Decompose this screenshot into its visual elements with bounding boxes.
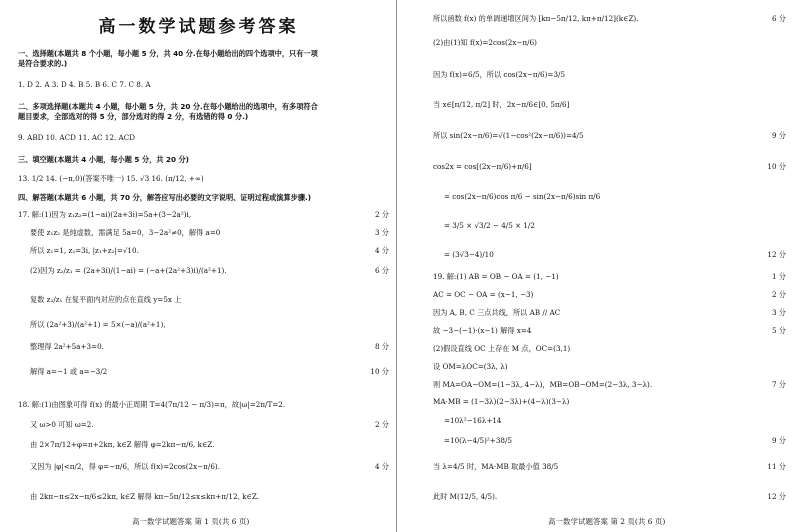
right-score-mark: 12 分 xyxy=(767,492,786,501)
right-answer-line: =10λ²−16λ+14 xyxy=(444,416,502,425)
left-answer-line: 三、填空题(本题共 4 小题，每小题 5 分，共 20 分) xyxy=(18,155,189,164)
right-answer-line: 19. 解:(1) AB = OB − OA = (1, −1) xyxy=(433,272,559,281)
left-score-mark: 10 分 xyxy=(370,367,389,376)
right-score-mark: 7 分 xyxy=(771,380,786,389)
right-answer-line: MA·MB = (1−3λ)(2−3λ)+(4−λ)(3−λ) xyxy=(433,397,570,406)
right-answer-line: 则 MA=OA−OM=(1−3λ, 4−λ)，MB=OB−OM=(2−3λ, 3−λ). xyxy=(433,380,653,389)
left-answer-line: 所以 (2a²+3)/(a²+1) = 5×(−a)/(a²+1), xyxy=(30,320,166,329)
page-1-footer: 高一数学试题答案 第 1 页(共 6 页) xyxy=(132,517,250,526)
right-score-mark: 9 分 xyxy=(771,436,786,445)
right-answer-line: cos2x = cos[(2x−π/6)+π/6] xyxy=(433,162,532,171)
left-answer-line: (2)因为 z₂/z₁ = (2a+3i)/(1−ai) = (−a+(2a²+3)i)/(a²+1). xyxy=(30,266,227,275)
left-score-mark: 8 分 xyxy=(374,342,389,351)
left-answer-line: 一、选择题(本题共 8 个小题，每小题 5 分，共 40 分.在每小题给出的四个选项中，只有一项 xyxy=(18,49,318,58)
right-score-mark: 2 分 xyxy=(771,290,786,299)
left-answer-line: 又因为 |φ|<π/2，得 φ=−π/6，所以 f(x)=2cos(2x−π/6). xyxy=(30,462,220,471)
right-answer-line: 当 x∈[π/12, π/2] 时，2x−π/6∈[0, 5π/6] xyxy=(433,100,570,109)
right-score-mark: 9 分 xyxy=(771,131,786,140)
right-score-mark: 10 分 xyxy=(767,162,786,171)
page-2-footer: 高一数学试题答案 第 2 页(共 6 页) xyxy=(548,517,666,526)
left-answer-line: 二、多项选择题(本题共 4 小题，每小题 5 分，共 20 分.在每小题给出的选项中，有多项符合 xyxy=(18,102,318,111)
left-answer-line: 是符合要求的.) xyxy=(18,59,68,68)
left-answer-line: 17. 解:(1)因为 z₁z₂=(1−ai)(2a+3i)=5a+(3−2a²)i, xyxy=(18,210,192,219)
right-score-mark: 11 分 xyxy=(767,462,786,471)
left-answer-line: 由 2×7π/12+φ=π+2kπ, k∈Z 解得 φ=2kπ−π/6, k∈Z. xyxy=(30,440,215,449)
left-score-mark: 4 分 xyxy=(374,246,389,255)
right-answer-line: 当 λ=4/5 时，MA·MB 取最小值 38/5 xyxy=(433,462,559,471)
right-answer-line: = (3√3−4)/10 xyxy=(444,250,494,259)
right-answer-line: = 3/5 × √3/2 − 4/5 × 1/2 xyxy=(444,221,535,230)
right-answer-line: 设 OM=λOC=(3λ, λ) xyxy=(433,362,508,371)
left-answer-line: 9. ABD 10. ACD 11. AC 12. ACD xyxy=(18,133,135,142)
left-answer-line: 整理得 2a²+5a+3=0. xyxy=(30,342,104,351)
left-score-mark: 6 分 xyxy=(374,266,389,275)
left-answer-line: 四、解答题(本题共 6 小题，共 70 分，解答应写出必要的文字说明、证明过程或演算步骤.) xyxy=(18,193,312,202)
page-title: 高一数学试题参考答案 xyxy=(98,17,299,37)
answer-page-2 xyxy=(398,0,794,532)
left-score-mark: 4 分 xyxy=(374,462,389,471)
right-answer-line: 故 −3−(−1)·(x−1) 解得 x=4 xyxy=(433,326,532,335)
left-answer-line: 复数 z₂/z₁ 在复平面内对应的点在直线 y=5x 上 xyxy=(30,295,182,304)
right-score-mark: 12 分 xyxy=(767,250,786,259)
left-score-mark: 2 分 xyxy=(374,420,389,429)
right-answer-line: (2)由(1)知 f(x)=2cos(2x−π/6) xyxy=(433,38,537,47)
left-answer-line: 由 2kπ−π≤2x−π/6≤2kπ, k∈Z 解得 kπ−5π/12≤x≤kπ+π/12, k∈Z. xyxy=(30,492,259,501)
left-answer-line: 题目要求，全部选对的得 5 分，部分选对的得 2 分，有选错的得 0 分.) xyxy=(18,112,249,121)
left-score-mark: 2 分 xyxy=(374,210,389,219)
right-answer-line: 此时 M(12/5, 4/5). xyxy=(433,492,498,501)
right-score-mark: 5 分 xyxy=(771,326,786,335)
right-score-mark: 3 分 xyxy=(771,308,786,317)
right-answer-line: (2)假设直线 OC 上存在 M 点，OC=(3,1) xyxy=(433,344,571,353)
left-answer-line: 1. D 2. A 3. D 4. B 5. B 6. C 7. C 8. A xyxy=(18,80,151,89)
right-answer-line: 因为 f(x)=6/5，所以 cos(2x−π/6)=3/5 xyxy=(433,70,566,79)
right-answer-line: 因为 A, B, C 三点共线，所以 AB // AC xyxy=(433,308,561,317)
left-answer-line: 18. 解:(1)由图象可得 f(x) 的最小正周期 T=4(7π/12 − π/3)=π，故|ω|=2π/T=2. xyxy=(18,400,286,409)
left-answer-line: 要使 z₁z₂ 是纯虚数，需满足 5a=0，3−2a²≠0，解得 a=0 xyxy=(30,228,221,237)
right-score-mark: 1 分 xyxy=(771,272,786,281)
left-answer-line: 又 ω>0 可知 ω=2. xyxy=(30,420,94,429)
right-answer-line: 所以 sin(2x−π/6)=√(1−cos²(2x−π/6))=4/5 xyxy=(433,131,584,140)
right-answer-line: = cos(2x−π/6)cos π/6 − sin(2x−π/6)sin π/6 xyxy=(444,192,601,201)
right-answer-line: AC = OC − OA = (x−1, −3) xyxy=(433,290,534,299)
right-answer-line: =10(λ−4/5)²+38/5 xyxy=(444,436,512,445)
left-answer-line: 13. 1/2 14. (−π,0)(答案不唯一) 15. √3 16. (π/12, +∞) xyxy=(18,174,204,183)
left-score-mark: 3 分 xyxy=(374,228,389,237)
right-score-mark: 6 分 xyxy=(771,14,786,23)
left-answer-line: 所以 z₁=1, z₂=3i, |z₁+z₂|=√10. xyxy=(30,246,139,255)
left-answer-line: 解得 a=−1 或 a=−3/2 xyxy=(30,367,108,376)
right-answer-line: 所以函数 f(x) 的单调递增区间为 [kπ−5π/12, kπ+π/12](k∈Z). xyxy=(433,14,639,23)
